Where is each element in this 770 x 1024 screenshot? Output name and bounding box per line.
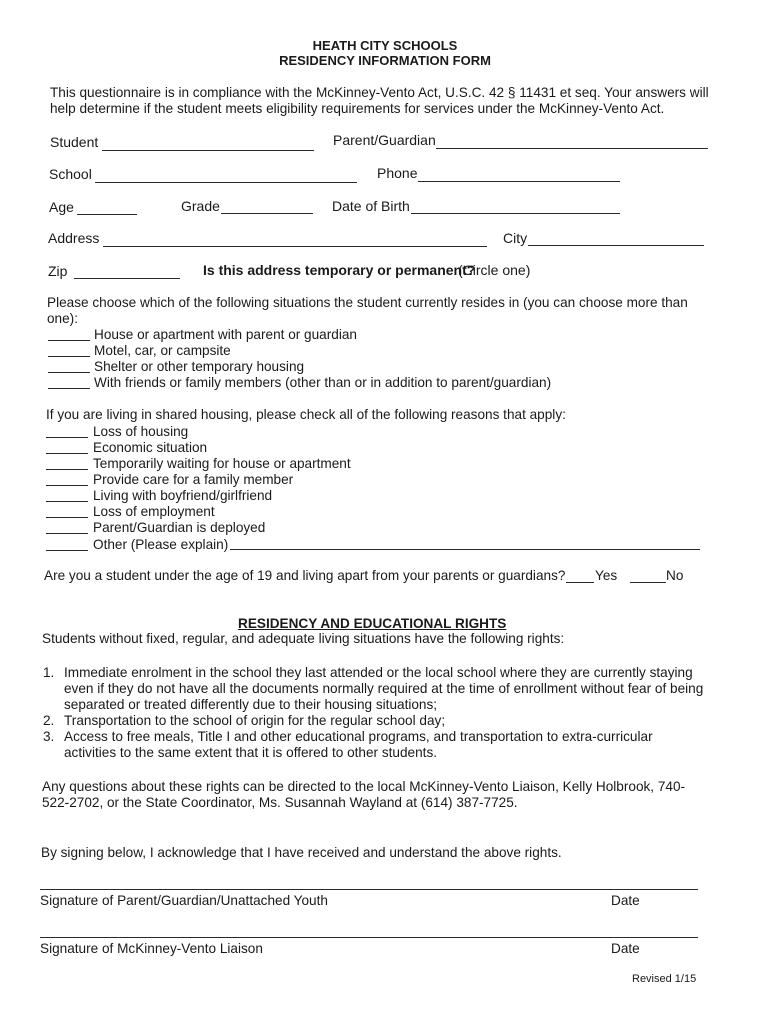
- student-label: Student: [50, 134, 99, 150]
- school-label: School: [49, 166, 92, 182]
- rights-item-3-line-2: activities to the same extent that it is offered to other students.: [64, 745, 438, 760]
- reason-option-6: Loss of employment: [93, 504, 215, 519]
- reason-checkbox-2[interactable]: [46, 453, 88, 454]
- situation-option-1: House or apartment with parent or guardian: [94, 327, 357, 342]
- rights-item-1-line-3: separated or treated differently due to their housing situations;: [64, 697, 438, 712]
- rights-item-1-line-1: Immediate enrolment in the school they last attended or the local school where they are currently staying: [64, 665, 693, 680]
- grade-field[interactable]: [221, 213, 313, 214]
- grade-label: Grade: [181, 198, 220, 214]
- liaison-date-label: Date: [611, 941, 640, 956]
- rights-heading: RESIDENCY AND EDUCATIONAL RIGHTS: [238, 616, 507, 631]
- reason-option-2: Economic situation: [93, 440, 208, 455]
- reason-option-8: Other (Please explain): [93, 537, 229, 552]
- yes-blank[interactable]: [566, 582, 594, 583]
- reason-checkbox-4[interactable]: [46, 485, 88, 486]
- shared-housing-prompt: If you are living in shared housing, please check all of the following reasons that apply:: [46, 407, 566, 422]
- reason-option-5: Living with boyfriend/girlfriend: [93, 488, 273, 503]
- parent-signature-line[interactable]: [40, 889, 698, 890]
- parent-date-label: Date: [611, 893, 640, 908]
- situations-prompt-line-2: one):: [47, 311, 78, 326]
- intro-line-1: This questionnaire is in compliance with the McKinney-Vento Act, U.S.C. 42 § 11431 et seq. Your answers will: [50, 85, 709, 100]
- revised-date: Revised 1/15: [632, 973, 697, 985]
- rights-item-3-number: 3.: [43, 729, 55, 744]
- situation-option-2: Motel, car, or campsite: [94, 343, 231, 358]
- reason-option-4: Provide care for a family member: [93, 472, 294, 487]
- phone-field[interactable]: [418, 181, 620, 182]
- intro-line-2: help determine if the student meets eligibility requirements for services under the McKinney-Vento Act.: [50, 101, 665, 116]
- liaison-signature-label: Signature of McKinney-Vento Liaison: [40, 941, 263, 956]
- no-option: No: [666, 568, 684, 583]
- contact-line-2: 522-2702, or the State Coordinator, Ms. Susannah Wayland at (614) 387-7725.: [42, 795, 518, 810]
- zip-field[interactable]: [74, 278, 180, 279]
- reason-checkbox-6[interactable]: [46, 517, 88, 518]
- reason-checkbox-7[interactable]: [46, 533, 88, 534]
- situation-option-3: Shelter or other temporary housing: [94, 359, 305, 374]
- form-title: RESIDENCY INFORMATION FORM: [279, 53, 491, 68]
- rights-item-3-line-1: Access to free meals, Title I and other educational programs, and transportation to extra-curricular: [64, 729, 653, 744]
- situation-option-4: With friends or family members (other than or in addition to parent/guardian): [94, 375, 552, 390]
- situation-checkbox-2[interactable]: [48, 356, 90, 357]
- zip-label: Zip: [48, 263, 68, 279]
- acknowledge-statement: By signing below, I acknowledge that I have received and understand the above rights.: [41, 845, 562, 860]
- liaison-signature-line[interactable]: [40, 937, 698, 938]
- reason-option-7: Parent/Guardian is deployed: [93, 520, 266, 535]
- temporary-permanent-question: Is this address temporary or permanent?: [203, 262, 476, 278]
- city-label: City: [503, 230, 528, 246]
- district-name: HEATH CITY SCHOOLS: [312, 38, 458, 53]
- situation-checkbox-3[interactable]: [48, 372, 90, 373]
- contact-line-1: Any questions about these rights can be directed to the local McKinney-Vento Liaison, Kelly Holbrook, 740-: [42, 779, 686, 794]
- circle-one-hint: (Circle one): [458, 262, 531, 278]
- situation-checkbox-1[interactable]: [48, 340, 90, 341]
- dob-field[interactable]: [411, 213, 620, 214]
- yes-option: Yes: [595, 568, 618, 583]
- rights-item-1-line-2: even if they do not have all the documents normally required at the time of enrollment without fear of being: [64, 681, 704, 696]
- rights-intro: Students without fixed, regular, and adequate living situations have the following rights:: [42, 631, 565, 646]
- student-field[interactable]: [102, 150, 314, 151]
- age-field[interactable]: [77, 214, 137, 215]
- other-explain-field[interactable]: [230, 549, 700, 550]
- age-apart-question: Are you a student under the age of 19 and living apart from your parents or guardians?: [44, 568, 566, 583]
- parent-signature-label: Signature of Parent/Guardian/Unattached Youth: [40, 893, 328, 908]
- parent-guardian-label: Parent/Guardian: [333, 132, 436, 148]
- age-label: Age: [49, 199, 74, 215]
- situation-checkbox-4[interactable]: [48, 388, 90, 389]
- dob-label: Date of Birth: [332, 198, 410, 214]
- rights-item-2-line-1: Transportation to the school of origin for the regular school day;: [64, 713, 446, 728]
- phone-label: Phone: [377, 165, 418, 181]
- reason-checkbox-5[interactable]: [46, 501, 88, 502]
- reason-option-1: Loss of housing: [93, 424, 189, 439]
- parent-guardian-field[interactable]: [436, 148, 708, 149]
- reason-checkbox-1[interactable]: [46, 437, 88, 438]
- reason-option-3: Temporarily waiting for house or apartment: [93, 456, 351, 471]
- school-field[interactable]: [95, 182, 357, 183]
- rights-item-2-number: 2.: [43, 713, 55, 728]
- rights-item-1-number: 1.: [43, 665, 55, 680]
- reason-checkbox-8[interactable]: [46, 550, 88, 551]
- address-label: Address: [48, 230, 100, 246]
- reason-checkbox-3[interactable]: [46, 469, 88, 470]
- address-field[interactable]: [103, 246, 487, 247]
- no-blank[interactable]: [630, 582, 666, 583]
- situations-prompt-line-1: Please choose which of the following situations the student currently resides in (you can choose more than: [47, 295, 688, 310]
- city-field[interactable]: [528, 245, 704, 246]
